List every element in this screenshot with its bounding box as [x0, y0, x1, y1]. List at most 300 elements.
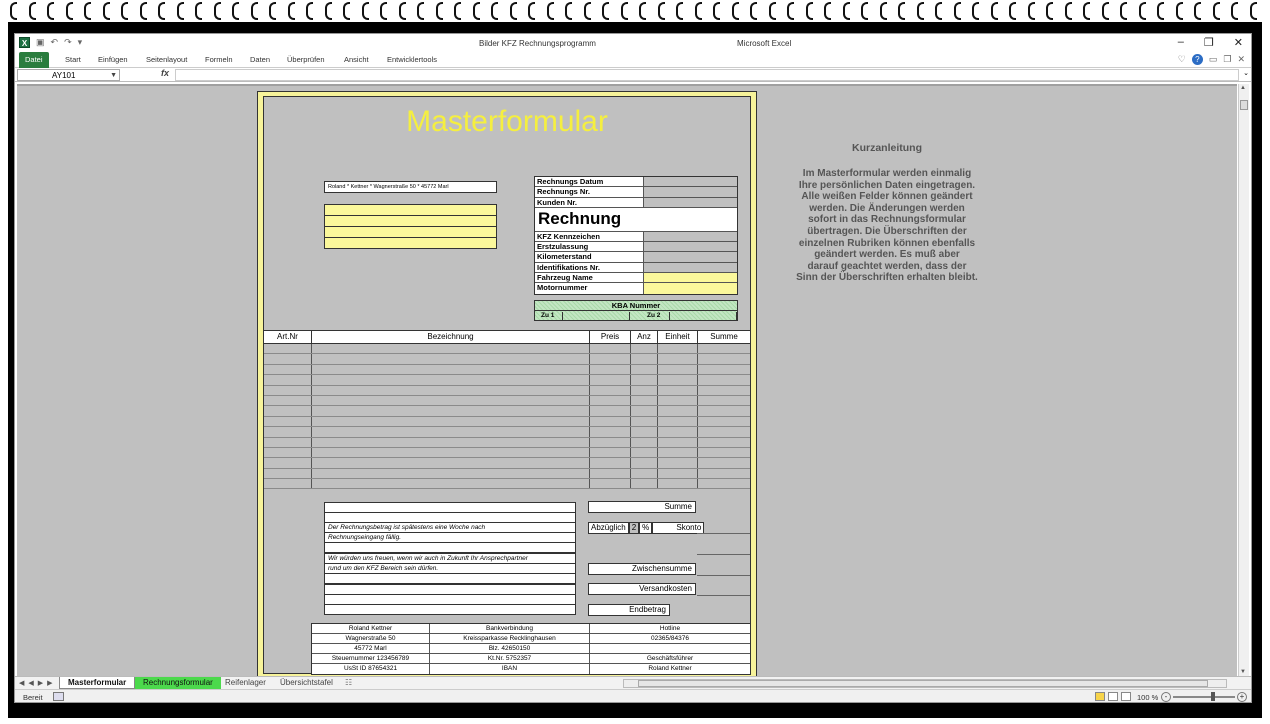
footer-cell[interactable]: Roland Kettner [648, 665, 692, 672]
table-cell[interactable] [590, 344, 631, 353]
spiral-ring [935, 2, 942, 20]
percent-sign: % [639, 522, 652, 534]
info-value[interactable] [644, 177, 737, 186]
info-value[interactable] [644, 187, 737, 196]
vehicle-value[interactable] [644, 242, 737, 251]
save-icon[interactable]: ▣ [36, 37, 45, 47]
table-cell[interactable] [698, 375, 750, 384]
spiral-ring [436, 2, 443, 20]
spiral-ring [676, 2, 683, 20]
spiral-ring [954, 2, 961, 20]
vehicle-value[interactable] [644, 273, 737, 282]
tab-einfuegen[interactable]: Einfügen [98, 55, 128, 64]
table-cell[interactable] [312, 438, 590, 447]
vehicle-value[interactable] [644, 252, 737, 261]
spiral-ring [343, 2, 350, 20]
col-header-summe[interactable]: Summe [710, 332, 738, 341]
table-cell[interactable] [698, 479, 750, 488]
form-title: Masterformular [406, 105, 608, 138]
table-cell[interactable] [590, 448, 631, 457]
col-header-artnr[interactable]: Art.Nr [264, 331, 312, 343]
spiral-ring [621, 2, 628, 20]
function-icon[interactable]: fx [161, 68, 170, 78]
table-cell[interactable] [658, 458, 698, 467]
table-cell[interactable] [631, 386, 658, 395]
spiral-ring [787, 2, 794, 20]
table-cell[interactable] [658, 448, 698, 457]
table-cell[interactable] [590, 406, 631, 415]
footer-cell[interactable]: Kreissparkasse Recklinghausen [430, 634, 590, 643]
table-cell[interactable] [631, 479, 658, 488]
quick-access-toolbar [19, 37, 82, 48]
vehicle-label: Identifikations Nr. [535, 263, 644, 272]
tab-ueberpruefen[interactable]: Überprüfen [287, 55, 325, 64]
table-cell[interactable] [312, 375, 590, 384]
table-cell[interactable] [590, 375, 631, 384]
spiral-ring [695, 2, 702, 20]
spiral-ring [1231, 2, 1238, 20]
divider [697, 554, 750, 555]
spiral-ring [399, 2, 406, 20]
table-cell[interactable] [590, 354, 631, 363]
table-cell[interactable] [631, 354, 658, 363]
spiral-ring [510, 2, 517, 20]
skonto-label[interactable]: Skonto [652, 522, 704, 534]
footer-row [312, 654, 750, 664]
table-cell[interactable] [658, 396, 698, 405]
table-cell[interactable] [631, 417, 658, 426]
table-cell[interactable] [698, 396, 750, 405]
note-field[interactable] [324, 542, 576, 553]
sheet-nav-arrows-icon[interactable]: ◀◀▶▶ [19, 680, 57, 687]
status-ready: Bereit [23, 693, 43, 702]
spiral-ring [140, 2, 147, 20]
minimize-icon[interactable]: – [1177, 36, 1184, 48]
spiral-ring [1046, 2, 1053, 20]
table-cell[interactable] [312, 354, 590, 363]
table-cell[interactable] [264, 365, 312, 374]
spiral-ring [454, 2, 461, 20]
note-line[interactable]: Wir würden uns freuen, wenn wir auch in Zukunft Ihr Ansprechpartner [324, 553, 576, 564]
table-cell[interactable] [698, 469, 750, 478]
tab-datei[interactable]: Datei [19, 52, 49, 68]
customize-qat-icon[interactable]: ▾ [77, 37, 83, 47]
table-cell[interactable] [264, 427, 312, 436]
form-body [263, 96, 751, 674]
tab-seitenlayout[interactable]: Seitenlayout [146, 55, 188, 64]
horizontal-scrollbar[interactable] [623, 679, 1227, 688]
spiral-ring [158, 2, 165, 20]
kurzanleitung-line: darauf geachtet werden, dass der [807, 260, 967, 272]
table-cell[interactable] [264, 375, 312, 384]
col-header-einheit[interactable]: Einheit [658, 331, 698, 343]
tab-start[interactable]: Start [65, 55, 81, 64]
zoom-slider[interactable] [1173, 696, 1235, 698]
footer-cell[interactable]: Bankverbindung [430, 624, 590, 633]
document-title: Bilder KFZ Rechnungsprogramm [479, 39, 596, 48]
redo-icon[interactable]: ↷ [64, 37, 72, 47]
table-cell[interactable] [658, 427, 698, 436]
sender-address-line[interactable]: Roland * Kettner * Wagnerstraße 50 * 45772 Marl [324, 181, 497, 193]
table-cell[interactable] [658, 344, 698, 353]
sheet-tab-masterformular[interactable]: Masterformular [59, 677, 135, 689]
table-cell[interactable] [312, 417, 590, 426]
table-cell[interactable] [658, 365, 698, 374]
summe-label[interactable]: Summe [588, 501, 696, 513]
kurzanleitung-body [787, 168, 987, 284]
kba-zu1-label: Zu 1 [541, 312, 555, 319]
spiral-ring [1139, 2, 1146, 20]
scroll-down-icon[interactable]: ▼ [1240, 669, 1246, 675]
col-header-anz[interactable]: Anz [631, 331, 658, 343]
table-cell[interactable] [698, 438, 750, 447]
spiral-ring [1213, 2, 1220, 20]
spiral-ring [565, 2, 572, 20]
table-cell[interactable] [590, 458, 631, 467]
table-cell[interactable] [698, 365, 750, 374]
table-cell[interactable] [631, 469, 658, 478]
kurzanleitung-line: werden. Die Änderungen werden [809, 202, 965, 214]
table-cell[interactable] [312, 406, 590, 415]
footer-cell[interactable]: Geschäftsführer [646, 655, 694, 662]
ribbon-tabs [15, 52, 1251, 68]
footer-cell[interactable]: 02365/84376 [651, 635, 689, 642]
table-cell[interactable] [264, 344, 312, 353]
vehicle-label: Erstzulassung [535, 242, 644, 251]
spiral-ring [528, 2, 535, 20]
spiral-ring [473, 2, 480, 20]
info-label: Rechnungs Datum [535, 177, 644, 186]
table-cell[interactable] [590, 386, 631, 395]
excel-window [14, 33, 1252, 703]
footer-cell[interactable]: Kt.Nr. 5752357 [430, 654, 590, 663]
collapse-ribbon-icon[interactable]: ♡ [1177, 54, 1186, 64]
footer-cell[interactable]: Roland Kettner [312, 624, 430, 633]
table-cell[interactable] [631, 365, 658, 374]
vertical-scrollbar[interactable] [1238, 84, 1249, 676]
footer-cell[interactable]: IBAN [430, 664, 590, 674]
scroll-thumb[interactable] [1240, 100, 1248, 110]
kurzanleitung-line: Alle weißen Felder können geändert [801, 191, 973, 203]
footer-cell[interactable]: Steuernummer 123456789 [312, 654, 430, 663]
spiral-ring [306, 2, 313, 20]
col-header-bezeichnung[interactable]: Bezeichnung [312, 331, 590, 343]
close-icon[interactable]: ✕ [1233, 37, 1243, 49]
excel-logo-icon[interactable]: X [19, 37, 30, 48]
footer-cell[interactable]: Blz. 42650150 [430, 644, 590, 653]
spiral-ring [1102, 2, 1109, 20]
table-row [264, 406, 750, 416]
scroll-up-icon[interactable]: ▲ [1240, 85, 1246, 91]
table-cell[interactable] [264, 448, 312, 457]
divider [697, 595, 750, 596]
spiral-ring [1176, 2, 1183, 20]
vehicle-label: Fahrzeug Name [535, 273, 644, 282]
table-cell[interactable] [631, 406, 658, 415]
kurzanleitung-line: Ihre persönlichen Daten eingetragen. [798, 179, 976, 191]
spiral-ring [214, 2, 221, 20]
formula-input[interactable] [175, 69, 1239, 81]
insert-sheet-icon[interactable]: ☷ [345, 678, 353, 687]
discount-row [588, 522, 704, 534]
table-cell[interactable] [631, 427, 658, 436]
chevron-down-icon[interactable]: ▼ [110, 72, 117, 79]
app-title: Microsoft Excel [737, 39, 792, 48]
table-cell[interactable] [590, 427, 631, 436]
table-cell[interactable] [264, 406, 312, 415]
kba-zu2-label: Zu 2 [647, 312, 661, 319]
spiral-ring [29, 2, 36, 20]
spiral-ring [84, 2, 91, 20]
zoom-out-icon[interactable]: - [1161, 692, 1171, 702]
divider [697, 533, 750, 534]
footer-table [311, 623, 751, 675]
spiral-ring [750, 2, 757, 20]
table-row [264, 365, 750, 375]
undo-icon[interactable]: ↶ [50, 37, 59, 47]
footer-cell[interactable]: Hotline [659, 625, 681, 632]
footer-cell[interactable]: Wagnerstraße 50 [312, 634, 430, 643]
versandkosten-label[interactable]: Versandkosten [588, 583, 696, 595]
spiral-ring [639, 2, 646, 20]
table-cell[interactable] [312, 396, 590, 405]
spiral-ring [325, 2, 332, 20]
table-cell[interactable] [658, 417, 698, 426]
table-cell[interactable] [264, 469, 312, 478]
help-icon[interactable]: ? [1192, 54, 1203, 65]
notebook-spiral-binding [0, 0, 1270, 22]
table-cell[interactable] [590, 479, 631, 488]
table-cell[interactable] [631, 396, 658, 405]
table-cell[interactable] [590, 469, 631, 478]
spiral-ring [806, 2, 813, 20]
info-label: Rechnungs Nr. [535, 187, 644, 196]
kba-number-box [534, 300, 738, 321]
invoice-info-table [534, 176, 738, 295]
table-cell[interactable] [658, 469, 698, 478]
table-row [264, 469, 750, 479]
divider [697, 575, 750, 576]
spiral-ring [584, 2, 591, 20]
restore-icon[interactable]: ❐ [1203, 37, 1214, 49]
workbook-minimize-icon[interactable]: ▭ [1208, 54, 1218, 64]
tab-formeln[interactable]: Formeln [205, 55, 233, 64]
table-row [264, 458, 750, 468]
table-cell[interactable] [631, 344, 658, 353]
spiral-ring [972, 2, 979, 20]
spiral-ring [10, 2, 17, 20]
zoom-slider-knob[interactable] [1211, 692, 1215, 701]
kurzanleitung-line: Im Masterformular werden einmalig [802, 168, 972, 179]
spiral-ring [66, 2, 73, 20]
table-cell[interactable] [312, 386, 590, 395]
kba-zu2-field[interactable] [669, 312, 737, 321]
recipient-field[interactable] [324, 237, 497, 249]
table-row [264, 448, 750, 458]
tab-ansicht[interactable]: Ansicht [344, 55, 369, 64]
spiral-ring [251, 2, 258, 20]
table-cell[interactable] [312, 344, 590, 353]
note-field[interactable] [324, 604, 576, 615]
table-cell[interactable] [312, 479, 590, 488]
rechnung-heading[interactable]: Rechnung [535, 208, 737, 232]
table-cell[interactable] [658, 479, 698, 488]
table-cell[interactable] [312, 448, 590, 457]
footer-row [312, 644, 750, 654]
table-cell[interactable] [264, 479, 312, 488]
table-cell[interactable] [312, 469, 590, 478]
table-cell[interactable] [312, 365, 590, 374]
workbook-restore-icon[interactable]: ❐ [1223, 54, 1232, 64]
table-cell[interactable] [631, 375, 658, 384]
formula-bar [15, 68, 1251, 82]
title-bar [15, 34, 1251, 52]
footer-cell[interactable] [590, 644, 750, 653]
table-cell[interactable] [590, 417, 631, 426]
view-buttons [1095, 692, 1131, 701]
table-cell[interactable] [631, 448, 658, 457]
kurzanleitung-line: Sinn der Überschriften erhalten bleibt. [796, 272, 978, 284]
spiral-ring [769, 2, 776, 20]
table-cell[interactable] [590, 365, 631, 374]
spiral-ring [898, 2, 905, 20]
page-break-view-icon[interactable] [1121, 692, 1131, 701]
note-line[interactable]: rund um den KFZ Bereich sein dürfen. [324, 563, 576, 574]
discount-percent-value[interactable]: 2 [629, 522, 639, 534]
kurzanleitung-line: sofort in das Rechnungsformular [808, 214, 966, 226]
table-cell[interactable] [658, 375, 698, 384]
table-cell[interactable] [698, 427, 750, 436]
spiral-ring [491, 2, 498, 20]
col-header-preis[interactable]: Preis [590, 331, 631, 343]
abzueglich-label[interactable]: Abzüglich [588, 522, 629, 534]
items-table-body [264, 344, 750, 489]
spiral-ring [824, 2, 831, 20]
spiral-ring [195, 2, 202, 20]
table-row [264, 479, 750, 489]
spiral-ring [380, 2, 387, 20]
spiral-ring [658, 2, 665, 20]
name-box[interactable] [17, 69, 120, 81]
spiral-ring [1028, 2, 1035, 20]
name-box-value: AY101 [52, 71, 76, 80]
items-table [264, 330, 750, 489]
table-cell[interactable] [698, 417, 750, 426]
vehicle-value[interactable] [644, 263, 737, 272]
table-cell[interactable] [698, 344, 750, 353]
table-cell[interactable] [658, 386, 698, 395]
table-row [264, 354, 750, 364]
table-cell[interactable] [264, 458, 312, 467]
table-cell[interactable] [264, 354, 312, 363]
vehicle-label: KFZ Kennzeichen [535, 232, 644, 241]
note-line[interactable]: Der Rechnungsbetrag ist spätestens eine Woche nach [324, 522, 576, 533]
tab-entwicklertools[interactable]: Entwicklertools [387, 55, 438, 64]
table-cell[interactable] [312, 458, 590, 467]
table-row [264, 417, 750, 427]
hscroll-thumb[interactable] [638, 680, 1208, 687]
note-field[interactable] [324, 573, 576, 584]
footer-row [312, 634, 750, 644]
info-label: Kunden Nr. [535, 198, 644, 207]
kba-zu1-field[interactable] [562, 312, 630, 321]
table-cell[interactable] [264, 438, 312, 447]
footer-cell[interactable]: UsSt ID 87654321 [312, 664, 430, 674]
table-row [264, 396, 750, 406]
sheet-tab-uebersichtstafel[interactable]: Übersichtstafel [280, 678, 333, 687]
table-cell[interactable] [312, 427, 590, 436]
spiral-ring [732, 2, 739, 20]
table-cell[interactable] [264, 386, 312, 395]
table-cell[interactable] [590, 438, 631, 447]
spiral-ring [713, 2, 720, 20]
note-line[interactable]: Rechnungseingang fällig. [324, 532, 576, 543]
kurzanleitung-line: übertragen. Die Überschriften der [807, 225, 967, 237]
zoom-level[interactable]: 100 % [1137, 693, 1159, 702]
spiral-ring [1157, 2, 1164, 20]
footer-row [312, 664, 750, 674]
sheet-tab-rechnungsformular[interactable]: Rechnungsformular [135, 677, 221, 689]
table-cell[interactable] [658, 354, 698, 363]
vehicle-label: Motornummer [535, 283, 644, 293]
table-cell[interactable] [264, 417, 312, 426]
workbook-close-icon[interactable]: ✕ [1237, 54, 1245, 64]
zwischensumme-label[interactable]: Zwischensumme [588, 563, 696, 575]
zoom-in-icon[interactable]: + [1237, 692, 1247, 702]
expand-formula-icon[interactable]: ⌄ [1243, 70, 1249, 77]
macro-record-icon[interactable] [53, 692, 64, 701]
spiral-ring [1009, 2, 1016, 20]
table-cell[interactable] [698, 448, 750, 457]
spiral-ring [843, 2, 850, 20]
spiral-ring [1065, 2, 1072, 20]
table-cell[interactable] [698, 354, 750, 363]
table-cell[interactable] [698, 406, 750, 415]
spiral-ring [47, 2, 54, 20]
vehicle-label: Kilometerstand [535, 252, 644, 261]
page-layout-view-icon[interactable] [1108, 692, 1118, 701]
normal-view-icon[interactable] [1095, 692, 1105, 701]
footer-cell[interactable]: 45772 Marl [312, 644, 430, 653]
info-value[interactable] [644, 198, 737, 207]
table-cell[interactable] [698, 386, 750, 395]
spiral-ring [1120, 2, 1127, 20]
table-row [264, 427, 750, 437]
vehicle-value[interactable] [644, 232, 737, 241]
endbetrag-label[interactable]: Endbetrag [588, 604, 670, 616]
table-cell[interactable] [631, 438, 658, 447]
table-cell[interactable] [590, 396, 631, 405]
table-cell[interactable] [698, 458, 750, 467]
worksheet-area[interactable] [17, 84, 1237, 676]
table-cell[interactable] [658, 438, 698, 447]
table-row [264, 386, 750, 396]
spiral-ring [288, 2, 295, 20]
spiral-ring [880, 2, 887, 20]
sheet-tab-reifenlager[interactable]: Reifenlager [225, 678, 266, 687]
table-cell[interactable] [264, 396, 312, 405]
table-cell[interactable] [658, 406, 698, 415]
spiral-ring [547, 2, 554, 20]
table-cell[interactable] [631, 458, 658, 467]
spiral-ring [232, 2, 239, 20]
table-row [264, 375, 750, 385]
status-bar [15, 689, 1251, 703]
vehicle-value[interactable] [644, 283, 737, 293]
spiral-ring [602, 2, 609, 20]
tab-daten[interactable]: Daten [250, 55, 271, 64]
table-row [264, 344, 750, 354]
